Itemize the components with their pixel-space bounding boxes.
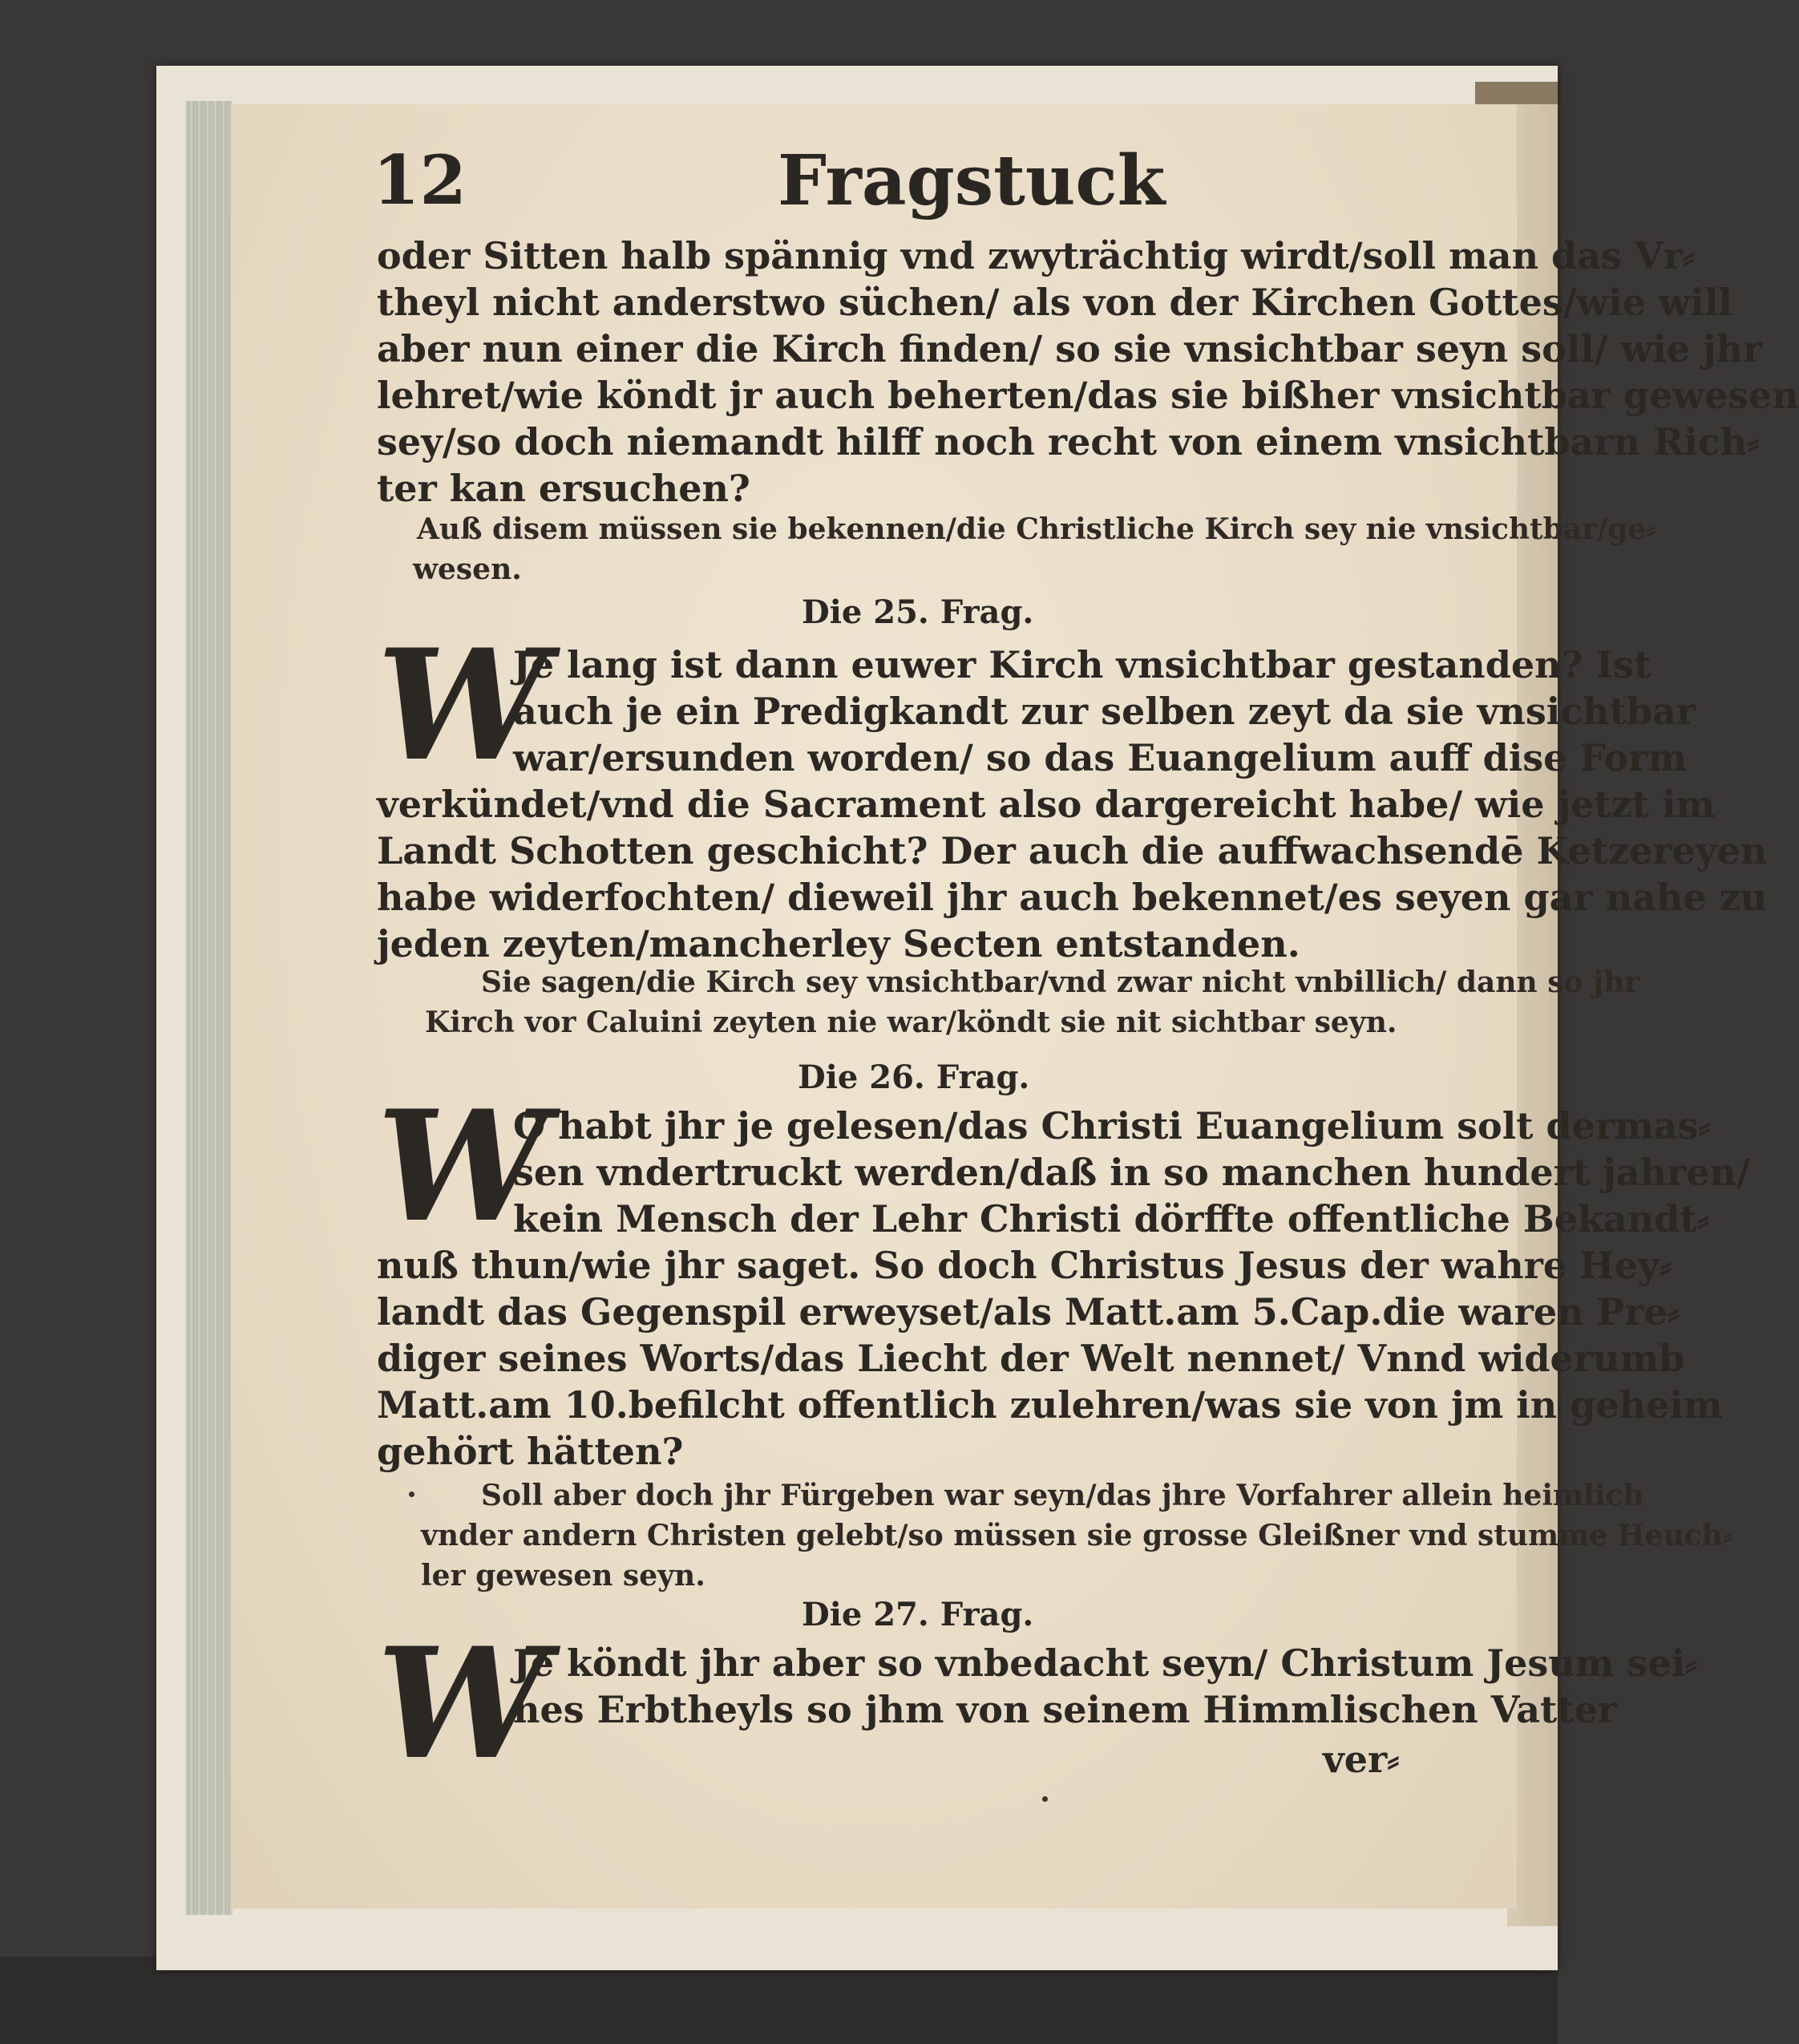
text-line: O habt jhr je gelesen/das Christi Euangelium solt dermas⸗ xyxy=(513,1104,1711,1147)
text-line: Landt Schotten geschicht? Der auch die auffwachsendē Ketzereyen xyxy=(377,829,1768,872)
text-line: gehört hätten? xyxy=(377,1430,684,1473)
text-line: diger seines Worts/das Liecht der Welt nennet/ Vnnd widerumb xyxy=(377,1337,1685,1380)
marginal-note-26 xyxy=(421,1475,1732,1596)
text-line: Matt.am 10.befilcht offentlich zulehren/was sie von jm in geheim xyxy=(377,1383,1723,1427)
decorated-initial-w: W xyxy=(377,616,548,795)
text-line: habe widerfochten/ dieweil jhr auch bekennet/es seyen gar nahe zu xyxy=(377,876,1768,919)
paragraph-1 xyxy=(377,233,1799,512)
text-line: nuß thun/wie jhr saget. So doch Christus Jesus der wahre Hey⸗ xyxy=(377,1244,1672,1287)
note-line: wesen. xyxy=(413,552,522,586)
question-heading-27: Die 27. Frag. xyxy=(802,1596,1034,1633)
note-line: vnder andern Christen gelebt/so müssen sie grosse Gleißner vnd stumme Heuch⸗ xyxy=(421,1519,1732,1552)
marginal-note-1 xyxy=(413,509,1656,589)
text-line: ter kan ersuchen? xyxy=(377,467,750,510)
question-heading-26: Die 26. Frag. xyxy=(798,1058,1030,1096)
text-line: jeden zeyten/mancherley Secten entstanden. xyxy=(377,922,1300,965)
paragraph-26 xyxy=(377,1103,1750,1475)
text-line: war/ersunden worden/ so das Euangelium auff dise Form xyxy=(513,736,1688,779)
text-line: Je köndt jhr aber so vnbedacht seyn/ Christum Jesum sei⸗ xyxy=(513,1641,1698,1685)
text-line: oder Sitten halb spännig vnd zwyträchtig wirdt/soll man das Vr⸗ xyxy=(377,234,1696,277)
note-line: ler gewesen seyn. xyxy=(421,1559,705,1593)
catchword: ver⸗ xyxy=(1323,1738,1400,1781)
decorated-initial-w: W xyxy=(377,1077,548,1256)
ink-speck xyxy=(1042,1796,1048,1802)
note-line: Auß disem müssen sie bekennen/die Christliche Kirch sey nie vnsichtbar/ge⸗ xyxy=(417,512,1656,546)
text-line: Je lang ist dann euwer Kirch vnsichtbar gestanden? Ist xyxy=(513,643,1651,686)
text-line: kein Mensch der Lehr Christi dörffte offentliche Bekandt⸗ xyxy=(513,1197,1709,1241)
note-line: Sie sagen/die Kirch sey vnsichtbar/vnd zwar nicht vnbillich/ dann so jhr xyxy=(481,965,1640,999)
text-line: lehret/wie köndt jr auch beherten/das sie bißher vnsichtbar gewesen xyxy=(377,374,1799,417)
page-number: 12 xyxy=(373,140,467,220)
marginal-note-25 xyxy=(425,962,1640,1042)
text-line: theyl nicht anderstwo süchen/ als von der Kirchen Gottes/wie will xyxy=(377,281,1732,324)
page-stack-edges xyxy=(186,101,232,1915)
ink-speck xyxy=(409,1492,414,1497)
decorated-initial-w: W xyxy=(377,1614,548,1793)
text-line: verkündet/vnd die Sacrament also dargereicht habe/ wie jetzt im xyxy=(377,783,1716,826)
text-line: landt das Gegenspil erweyset/als Matt.am 5.Cap.die waren Pre⸗ xyxy=(377,1290,1680,1334)
text-line: auch je ein Predigkandt zur selben zeyt da sie vnsichtbar xyxy=(513,690,1696,733)
text-line: sen vndertruckt werden/daß in so manchen hundert jahren/ xyxy=(513,1151,1750,1194)
note-line: Soll aber doch jhr Fürgeben war seyn/das jhre Vorfahrer allein heimlich xyxy=(481,1479,1644,1512)
text-line: nes Erbtheyls so jhm von seinem Himmlischen Vatter xyxy=(513,1688,1618,1731)
text-line: aber nun einer die Kirch finden/ so sie vnsichtbar seyn soll/ wie jhr xyxy=(377,327,1763,370)
paragraph-25 xyxy=(377,642,1767,967)
binding-thread xyxy=(1475,82,1558,104)
running-title: Fragstuck xyxy=(778,140,1166,221)
question-heading-25: Die 25. Frag. xyxy=(802,593,1034,631)
note-line: Kirch vor Caluini zeyten nie war/köndt sie nit sichtbar seyn. xyxy=(425,1006,1397,1039)
text-line: sey/so doch niemandt hilff noch recht von einem vnsichtbarn Rich⸗ xyxy=(377,420,1760,463)
paragraph-27 xyxy=(377,1640,1697,1733)
